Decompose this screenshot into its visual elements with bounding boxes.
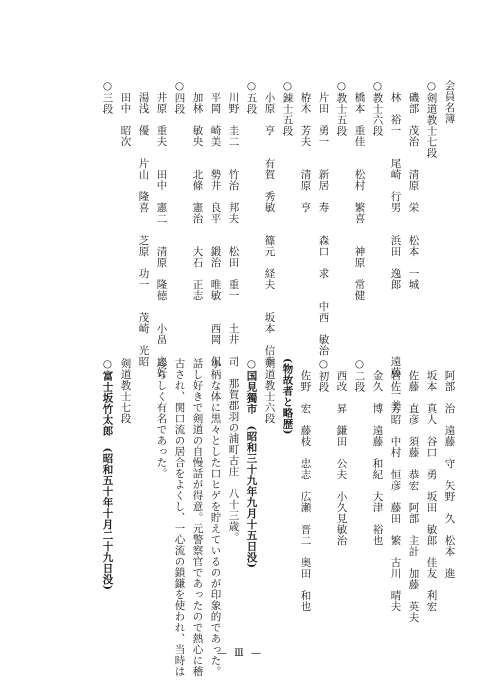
text-column: 橋本 重佳 松村 繁喜 神原 常健 bbox=[353, 92, 366, 301]
text-column: 岩佐 芳昭 中村 恒彦 藤田 繁 古川 晴夫 bbox=[389, 370, 402, 612]
text-column: 会員名簿 bbox=[443, 80, 456, 124]
text-column: 剣道教士六段 bbox=[263, 358, 276, 424]
text-column: 坂本 真人 谷口 勇 坂田 敏郎 佳友 利宏 bbox=[425, 370, 438, 612]
text-column: ○二段 bbox=[353, 358, 366, 393]
text-column: ○富士坂竹太郎 (昭和五十年十月二十九日没) bbox=[101, 358, 114, 591]
text-column: 話し好きで剣道の自慢話が得意。元警察官であったので熱心に稽 bbox=[191, 358, 204, 677]
text-column: 湯浅 優 片山 隆喜 芝原 功一 茂崎 光昭 bbox=[137, 92, 150, 367]
text-column: 西改 昇 鎌田 公夫 小久見敏治 bbox=[335, 370, 348, 546]
text-column: ○五段 bbox=[245, 80, 258, 115]
text-column: ○四段 bbox=[173, 80, 186, 115]
text-column: 剣道教士七段 bbox=[119, 358, 132, 424]
page-number: — Ⅲ — bbox=[216, 648, 263, 659]
text-column: 古され、関口流の居合をよくし、一心流の鎖鎌を使われ、当時は bbox=[173, 358, 186, 677]
text-column: 林 裕一 尾崎 行男 浜田 逸郎 遠藤 一美 bbox=[389, 92, 402, 411]
text-column: 片田 勇一 新居 寿 森口 求 中西 敏治 bbox=[317, 92, 330, 356]
text-column: ○初段 bbox=[317, 358, 330, 393]
text-column: 井原 重夫 田中 憲二 清原 隆徳 小畠 忠好 bbox=[155, 92, 168, 378]
text-column: 加林 敏央 北條 憲治 大石 正志 bbox=[191, 92, 204, 301]
text-column: ○国見獨市 (昭和三十九年九月十五日没) bbox=[245, 358, 258, 569]
text-column: 佐藤 直彦 須藤 恭宏 阿部 主計 加藤 英夫 bbox=[407, 370, 420, 623]
text-column: ○錬士五段 bbox=[281, 80, 294, 137]
text-column: ○三段 bbox=[101, 80, 114, 115]
text-column: ○剣道教士七段 bbox=[425, 80, 438, 159]
text-column: 阿部 治 遠藤 守 矢野 久 松本 進 bbox=[443, 370, 456, 579]
text-column: 小原 亨 有賀 秀敏 篠元 経夫 坂本 信幸 bbox=[263, 92, 276, 367]
text-column: 川野 圭二 竹治 邦夫 松田 重一 土井 司 bbox=[227, 92, 240, 367]
text-column: 珍らしく有名であった。 bbox=[155, 358, 168, 479]
text-column: 佐野 宏 藤枝 忠志 広瀬 晋二 奥田 和也 bbox=[299, 370, 312, 612]
text-column: ○教士五段 bbox=[335, 80, 348, 137]
text-column: 田中 昭次 bbox=[119, 92, 132, 147]
text-column: 磯部 茂治 清原 栄 松本 一城 bbox=[407, 92, 420, 290]
text-column: 小柄な体に黒々とした口ヒゲを貯えているのが印象的であった。 bbox=[209, 358, 222, 677]
text-column: (物故者と略歴) bbox=[281, 358, 294, 435]
text-column: 金久 博 遠藤 和紀 大津 裕也 bbox=[371, 370, 384, 546]
text-column: 平岡 崎美 勢井 良平 鍛治 唯敏 西岡 侃 bbox=[209, 92, 222, 367]
text-column: ○教士六段 bbox=[371, 80, 384, 137]
text-column: 那賀郡羽の浦町古庄 八十三歳。 bbox=[227, 378, 240, 543]
text-column: 栫木 芳夫 清原 亨 bbox=[299, 92, 312, 213]
